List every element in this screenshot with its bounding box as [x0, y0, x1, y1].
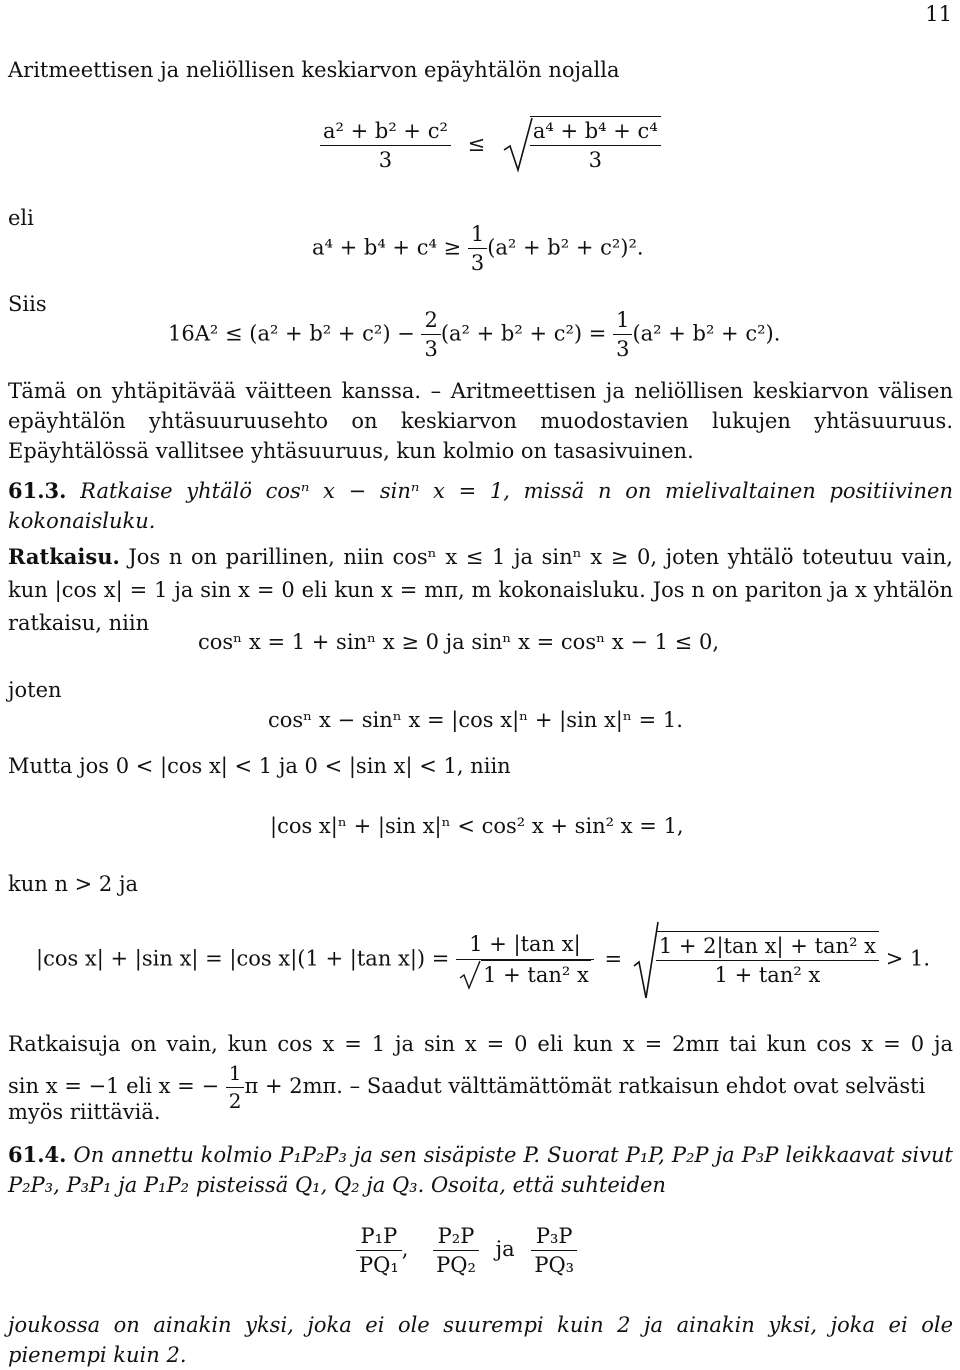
equation-6: |cos x|ⁿ + |sin x|ⁿ < cos² x + sin² x = 1, — [270, 814, 684, 838]
paragraph-2-line-2: sin x = −1 eli x = − $\frac{1}{2}$ π + 2mπ. – Saadut välttämättömät ratkaisun ehdot ovat selvästi — [8, 1061, 926, 1113]
equation-8: $\frac{\text{P₁P}}{\text{PQ₁}}$ , $\frac{\text{P₂P}}{\text{PQ₂}}$ ja $\frac{\text{P₃P}}{\text{PQ₃}}$ — [356, 1222, 577, 1280]
siis-label: Siis — [8, 292, 47, 316]
kun-text: kun n > 2 ja — [8, 872, 138, 896]
equation-2: a⁴ + b⁴ + c⁴ ≥ $\frac{1}{3}$ (a² + b² + c²)². — [312, 222, 644, 276]
problem-number: 61.3. — [8, 478, 67, 503]
mutta-text: Mutta jos 0 < |cos x| < 1 ja 0 < |sin x| < 1, niin — [8, 754, 511, 778]
paragraph-1: Tämä on yhtäpitävää väitteen kanssa. – Aritmeettisen ja neliöllisen keskiarvon välisen epäyhtälön yhtäsuuruusehto on keskiarvon muodostavien lukujen yhtäsuuruus. Epäyhtälössä vallitsee yhtäsuuruus, kun kolmio on tasasivuinen. — [8, 379, 953, 463]
problem-61-4 — [8, 1140, 953, 1200]
problem-text: Ratkaise yhtälö cosⁿ x − sinⁿ x = 1, missä n on mielivaltainen positiivinen kokonaisluku. — [8, 479, 953, 533]
solution-paragraph: Ratkaisu. Jos n on parillinen, niin cosⁿ x ≤ 1 ja sinⁿ x ≥ 0, joten yhtälö toteutuu vain, kun |cos x| = 1 ja sin x = 0 eli kun x = mπ, m kokonaisluku. Jos n on pariton ja x yhtälön ratkaisu, niin — [8, 544, 953, 635]
problem-text: On annettu kolmio P₁P₂P₃ ja sen sisäpiste P. Suorat P₁P, P₂P ja P₃P leikkaavat sivut P₂P₃, P₃P₁ ja P₁P₂ pisteissä Q₁, Q₂ ja Q₃. Osoita, että suhteiden — [8, 1143, 953, 1197]
paragraph-2-line-1: Ratkaisuja on vain, kun cos x = 1 ja sin x = 0 eli kun x = 2mπ tai kun cos x = 0 ja — [8, 1032, 953, 1056]
page-number: 11 — [925, 2, 952, 26]
sqrt-sign — [459, 960, 481, 990]
solution-label: Ratkaisu. — [8, 544, 120, 569]
problem-61-3 — [8, 476, 953, 536]
joten-label: joten — [8, 678, 62, 702]
equation-7: |cos x| + |sin x| = |cos x|(1 + |tan x|) = $\frac{\text{1 + |tan x|}}{\text{1 + tan² x}}$ = $\frac{\text{1 + 2|tan x| + tan² x}}{\text{1 + tan² x}}$ > 1. — [36, 920, 930, 1000]
final-text: joukossa on ainakin yksi, joka ei ole suurempi kuin 2 ja ainakin yksi, joka ei ole pienempi kuin 2. — [8, 1313, 953, 1367]
equation-4: cosⁿ x = 1 + sinⁿ x ≥ 0 ja sinⁿ x = cosⁿ x − 1 ≤ 0, — [198, 630, 719, 654]
equation-1: $\frac{\text{a² + b² + c²}}{3}$ ≤ $\frac{\text{a⁴ + b⁴ + c⁴}}{3}$ — [320, 116, 661, 175]
problem-number: 61.4. — [8, 1142, 67, 1167]
paragraph-2-line-3: myös riittäviä. — [8, 1100, 161, 1124]
equation-3: 16A² ≤ (a² + b² + c²) − $\frac{2}{3}$ (a² + b² + c²) = $\frac{1}{3}$ (a² + b² + c²). — [168, 308, 781, 362]
intro-text: Aritmeettisen ja neliöllisen keskiarvon epäyhtälön nojalla — [8, 58, 620, 82]
equation-5: cosⁿ x − sinⁿ x = |cos x|ⁿ + |sin x|ⁿ = 1. — [268, 708, 683, 732]
eli-label: eli — [8, 206, 34, 230]
